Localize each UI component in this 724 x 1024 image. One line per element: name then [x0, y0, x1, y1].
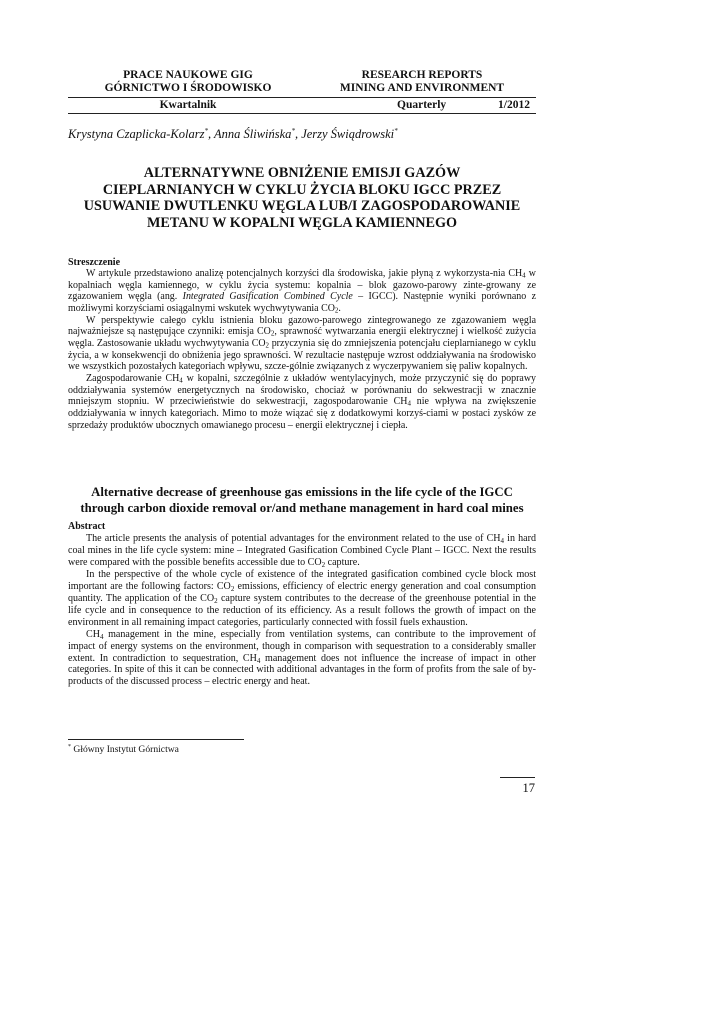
header-rule-bottom — [68, 113, 536, 114]
paragraph: W perspektywie całego cyklu istnienia bloku gazowo-parowego zintegrowanego ze zgazowaniem węgla najważniejsze są następujące czynniki: emisja $CO_2$, sprawność wytwarzania energii elektrycznej i wielkość zużycia węgla. Zastosowanie układu wychwytywania $CO_2$ przyczynia się do zmniejszenia potencjału cieplarnianego w cyklu życia, a w konsekwencji do obniżenia jego sprawności. W rezultacie następuje wzrost oddziaływania na środowisko we wszystkich pozostałych kategoriach wpływu, szcze-gólnie związanych z wyczerpywaniem się paliw kopalnych. — [68, 314, 536, 373]
author-affiliation-mark: * — [394, 127, 398, 135]
footnote-text: Główny Instytut Górnictwa — [71, 744, 179, 756]
streszczenie-heading: Streszczenie — [68, 257, 121, 268]
frequency-en: Quarterly — [397, 99, 447, 111]
title-line: CIEPLARNIANYCH W CYKLU ŻYCIA BLOKU IGCC PRZEZ — [102, 181, 502, 198]
author-affiliation-mark: * — [204, 127, 208, 135]
author-list: Krystyna Czaplicka-Kolarz*, Anna Śliwińska*, Jerzy Świądrowski* — [68, 127, 398, 142]
title-line: USUWANIE DWUTLENKU WĘGLA LUB/I ZAGOSPODAROWANIE — [83, 198, 521, 214]
page-number: 17 — [522, 781, 535, 795]
paragraph: The article presents the analysis of potential advantages for the environment related to the use of $CH_4$ in hard coal mines in the life cycle system: mine – Integrated Gasification Combined Cycle Plant – IGCC. Next the results were compared with the possible benefits accessible due to $CO_2$ capture. — [68, 533, 536, 569]
author-name: Jerzy Świądrowski — [301, 127, 395, 142]
author-affiliation-mark: * — [291, 127, 295, 135]
frequency-pl: Kwartalnik — [159, 99, 217, 111]
title-line: ALTERNATYWNE OBNIŻENIE EMISJI GAZÓW — [143, 165, 461, 181]
abstract-heading: Abstract — [68, 521, 106, 532]
paragraph: In the perspective of the whole cycle of existence of the integrated gasification combined cycle block most important are the following factors: $CO_2$ emissions, efficiency of electric energy generation and coal consumption quantity. The application of the $CO_2$ capture system contributes to the decrease of the greenhouse potential in the life cycle and in consequence to the reduction of its efficiency. As a result follows the growth of impact on the environment in all remaining impact categories, particularly connected with fossil fuels exhaustion. — [68, 568, 536, 628]
journal-name-pl: PRACE NAUKOWE GIG — [123, 69, 253, 81]
abstract-body — [68, 533, 536, 688]
title-line: Alternative decrease of greenhouse gas emissions in the life cycle of the IGCC — [91, 485, 513, 499]
journal-header-frequency — [68, 99, 536, 112]
journal-subtitle-pl: GÓRNICTWO I ŚRODOWISKO — [104, 82, 272, 94]
journal-header — [68, 69, 536, 95]
footnote — [68, 744, 179, 755]
footnote-mark: * — [68, 744, 71, 750]
streszczenie-body — [68, 268, 536, 431]
author-name: Krystyna Czaplicka-Kolarz — [68, 127, 205, 142]
title-polish — [68, 165, 536, 231]
footnote-rule — [68, 739, 244, 740]
title-english — [68, 484, 536, 516]
title-line: METANU W KOPALNI WĘGLA KAMIENNEGO — [146, 214, 458, 231]
header-rule-top — [68, 97, 536, 98]
title-line: through carbon dioxide removal or/and methane management in hard coal mines — [80, 501, 524, 515]
journal-subtitle-en: MINING AND ENVIRONMENT — [339, 82, 505, 94]
paragraph: W artykule przedstawiono analizę potencjalnych korzyści dla środowiska, jakie płyną z wykorzysta-nia $CH_4$ w kopalniach węgla kamiennego, w cyklu życia systemu: kopalnia – blok gazowo-parowy zinte-growany ze zgazowaniem węgla (ang. Integrated Gasification Combined Cycle – IGCC). Następnie wyniki porównano z możliwymi korzyściami osiągalnymi wskutek wychwytywania $CO_2$. — [68, 268, 537, 315]
paragraph: $CH_4$ management in the mine, especially from ventilation systems, can contribute to the improvement of impact of energy systems on the environment, though in comparison with sequestration to a considerably smaller extent. In contradiction to sequestration, $CH_4$ management does not influence the increase of impact in other categories. In spite of this it can be connected with additional advantages in the form of profits from the sale of by-products of the discussed process – electric energy and heat. — [68, 628, 536, 688]
journal-name-en: RESEARCH REPORTS — [361, 69, 483, 81]
author-name: Anna Śliwińska — [214, 127, 292, 142]
page-number-rule — [500, 777, 535, 778]
issue-number: 1/2012 — [498, 99, 530, 111]
paragraph: Zagospodarowanie $CH_4$ w kopalni, szczególnie z układów wentylacyjnych, może przyczynić się do poprawy oddziaływania systemów energetycznych na środowisko, chociaż w porównaniu do sekwestracji w znacznie mniejszym stopniu. W przeciwieństwie do sekwestracji, zagospodarowanie $CH_4$ nie wpływa na zwiększenie oddziaływania w innych kategoriach. Mimo to może wiązać się z dodatkowymi korzyś-ciami w postaci zysków ze sprzedaży produktów ubocznych omawianego procesu – energii elektrycznej i ciepła. — [68, 372, 537, 431]
